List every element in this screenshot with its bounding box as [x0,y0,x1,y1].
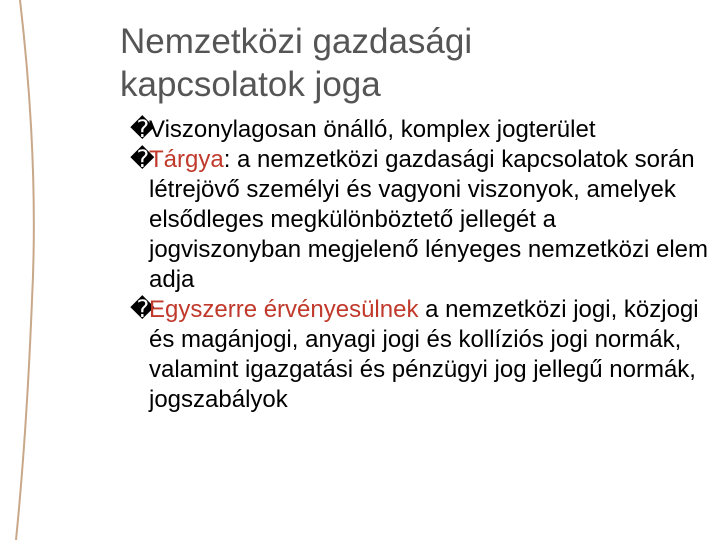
bullet-marker: � [130,296,155,323]
bullet-text: a nemzetközi jogi, közjogi és magánjogi, anyagi jogi és kollíziós jogi normák, valamint igazgatási és pénzügyi jog jellegű normák, jogszabályok [149,296,699,413]
accent-curve-line [16,0,34,540]
title-line-2: kapcsolatok joga [120,65,381,104]
slide-title [120,20,680,106]
bullet-highlight: Egyszerre érvényesülnek [149,296,419,323]
bullet-item [130,115,710,145]
bullet-marker: � [130,146,155,173]
bullet-highlight: Tárgya [149,146,224,173]
bullet-text: : a nemzetközi gazdasági kapcsolatok során létrejövő személyi és vagyoni viszonyok, amelyek elsődleges megkülönböztető jellegét a jogviszonyban megjelenő lényeges nemzetközi elem adja [149,146,708,293]
bullet-list [130,115,710,415]
bullet-item [130,145,710,295]
bullet-text: Viszonylagosan önálló, komplex jogterület [149,116,596,143]
bullet-marker: � [130,116,155,143]
bullet-item [130,295,710,415]
title-line-1: Nemzetközi gazdasági [120,22,473,61]
decorative-accent-curve [0,0,120,540]
